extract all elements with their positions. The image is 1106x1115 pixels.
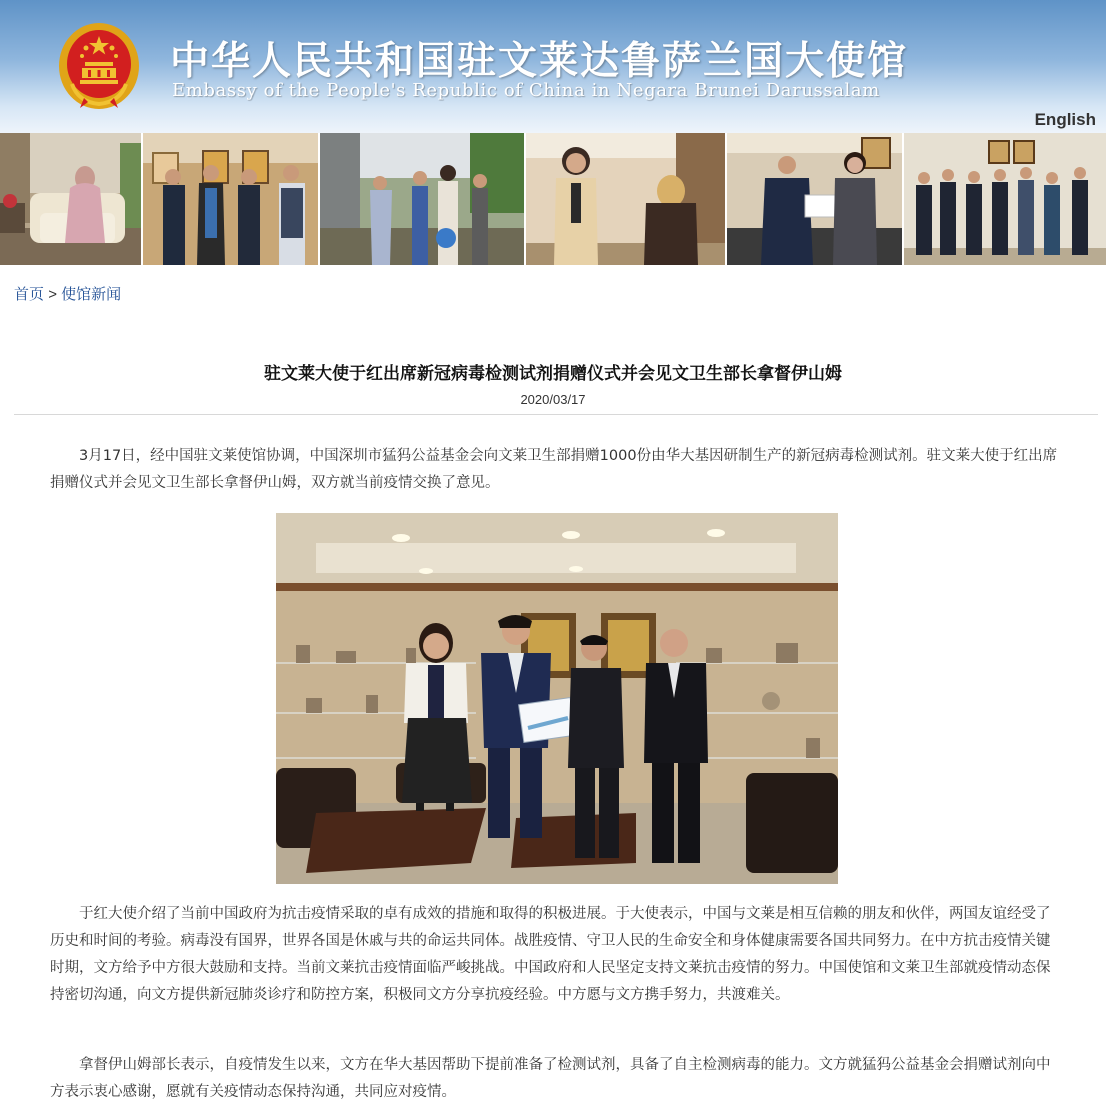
banner-photo-4 (526, 133, 727, 265)
banner-photo-5 (727, 133, 904, 265)
banner-photo-3 (320, 133, 526, 265)
article-paragraph-1: 3月17日，经中国驻文莱使馆协调，中国深圳市猛犸公益基金会向文莱卫生部捐赠1000份由华大基因研制生产的新冠病毒检测试剂。驻文莱大使于红出席捐赠仪式并会见文卫生部长拿督伊山姆，双方就当前疫情交换了意见。 (50, 448, 1058, 491)
breadcrumb-news-link[interactable]: 使馆新闻 (61, 286, 122, 303)
article-title: 驻文莱大使于红出席新冠病毒检测试剂捐赠仪式并会见文卫生部长拿督伊山姆 (264, 364, 842, 384)
site-title-cn: 中华人民共和国驻文莱达鲁萨兰国大使馆 (170, 38, 909, 84)
banner-photo-2 (143, 133, 320, 265)
banner-photo-1 (0, 133, 143, 265)
breadcrumb (14, 283, 121, 304)
national-emblem-icon (58, 22, 140, 110)
site-title-en: Embassy of the People's Republic of China in Negara Brunei Darussalam (172, 80, 880, 101)
header-photo-strip (0, 133, 1106, 265)
article-paragraph-2: 于红大使介绍了当前中国政府为抗击疫情采取的卓有成效的措施和取得的积极进展。于大使表示，中国与文莱是相互信赖的朋友和伙伴，两国友谊经受了历史和时间的考验。病毒没有国界，世界各国是休戚与共的命运共同体。战胜疫情、守卫人民的生命安全和身体健康需要各国共同努力。在中方抗击疫情关键时期，文方给予中方很大鼓励和支持。当前文莱抗击疫情面临严峻挑战。中国政府和人民坚定支持文莱抗击疫情的努力。中国使馆和文莱卫生部就疫情动态保持密切沟通，向文方提供新冠肺炎诊疗和防控方案，积极同文方分享抗疫经验。中方愿与文方携手努力，共渡难关。 (50, 906, 1051, 1003)
site-header (0, 0, 1106, 133)
article-date: 2020/03/17 (520, 392, 586, 407)
banner-photo-6 (904, 133, 1106, 265)
breadcrumb-home-link[interactable]: 首页 (14, 286, 45, 303)
english-language-link[interactable]: English (1034, 110, 1096, 129)
article-main-photo (276, 513, 838, 884)
title-divider (14, 414, 1098, 415)
breadcrumb-separator: > (48, 286, 57, 303)
article-paragraph-3: 拿督伊山姆部长表示，自疫情发生以来，文方在华大基因帮助下提前准备了检测试剂，具备了自主检测病毒的能力。文方就猛犸公益基金会捐赠试剂向中方表示衷心感谢，愿就有关疫情动态保持沟通，共同应对疫情。 (50, 1057, 1051, 1100)
